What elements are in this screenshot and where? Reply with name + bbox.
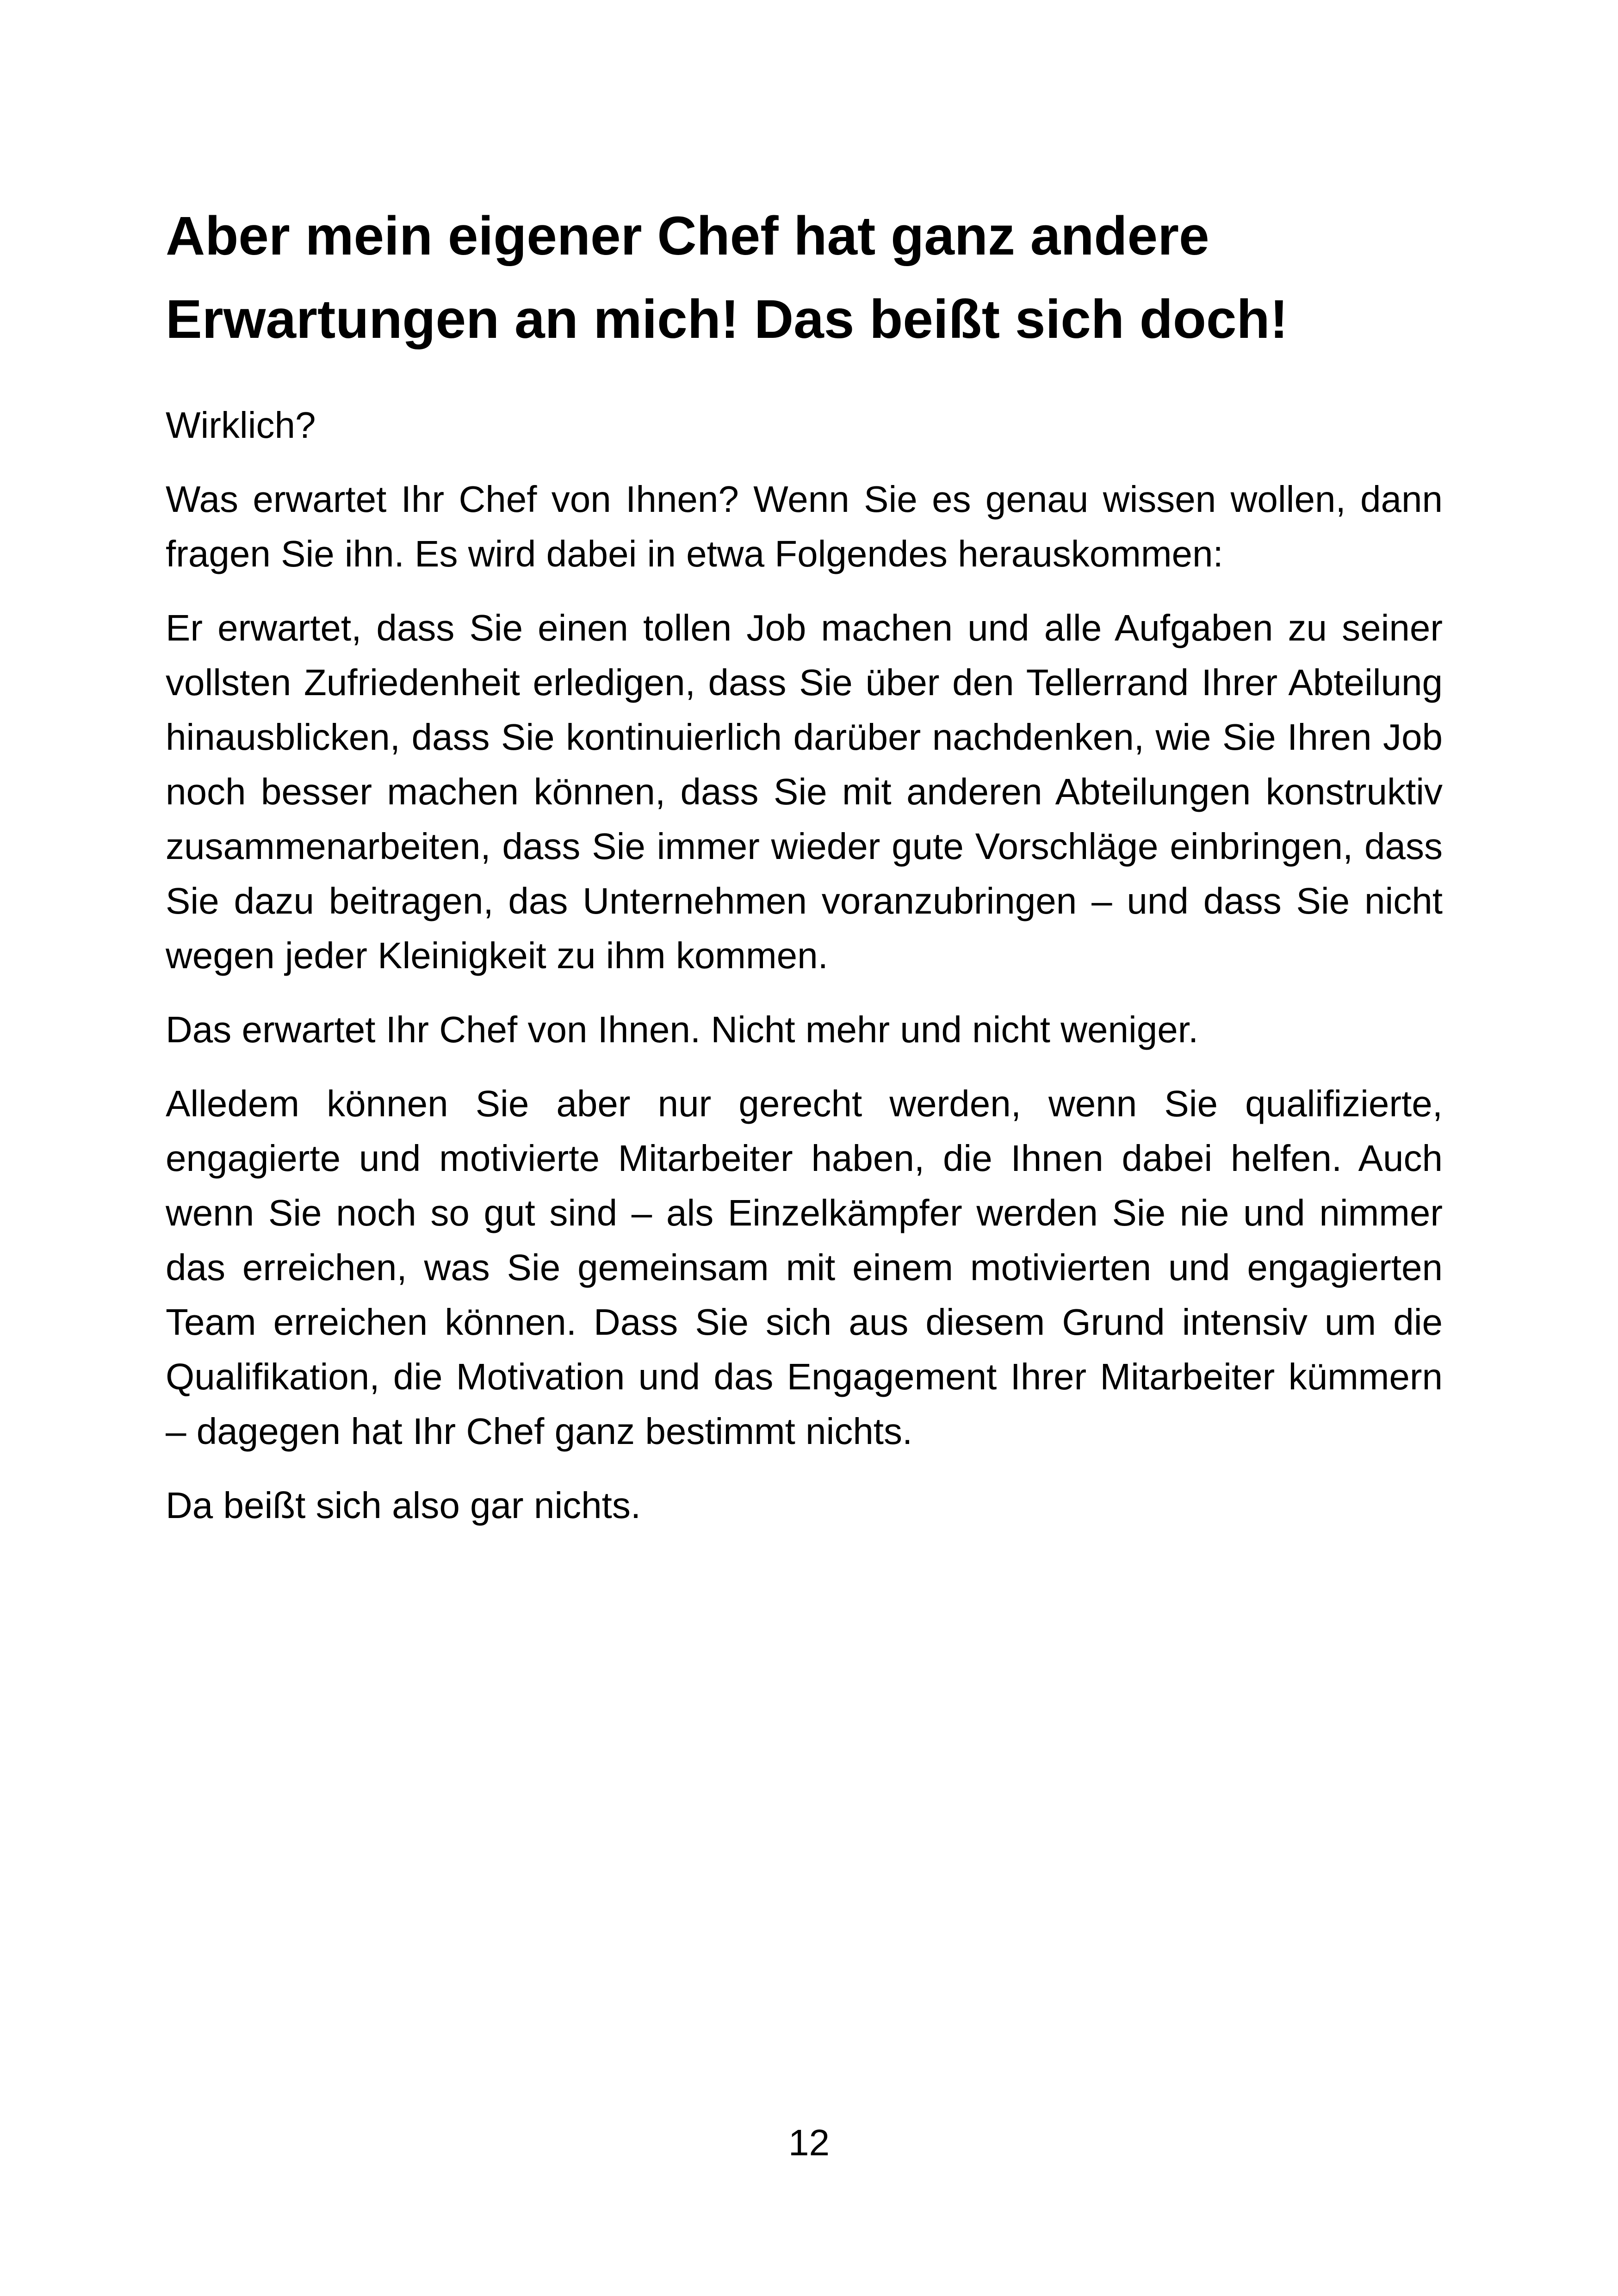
paragraph-summary: Das erwartet Ihr Chef von Ihnen. Nicht mehr und nicht weniger. — [166, 1009, 1199, 1050]
chapter-heading: Aber mein eigener Chef hat ganz andere Erwartungen an mich! Das beißt sich doch! — [166, 205, 1288, 350]
paragraph-conclusion: Da beißt sich also gar nichts. — [166, 1485, 641, 1526]
page-content — [166, 194, 1443, 1552]
paragraph-boss-expectations-question: Was erwartet Ihr Chef von Ihnen? Wenn Sie es genau wissen wollen, dann fragen Sie ihn. Es wird dabei in etwa Folgendes herauskommen: — [166, 479, 1443, 574]
paragraph-team-argument: Alledem können Sie aber nur gerecht werden, wenn Sie qualifizierte, engagierte und motivierte Mitarbeiter haben, die Ihnen dabei helfen. Auch wenn Sie noch so gut sind – als Einzelkämpfer werden Sie nie und nimmer das erreichen, was Sie gemeinsam mit einem motivierten und engagierten Team erreichen können. Dass Sie sich aus diesem Grund intensiv um die Qualifikation, die Motivation und das Engagement Ihrer Mitarbeiter kümmern – dagegen hat Ihr Chef ganz bestimmt nichts. — [166, 1083, 1443, 1452]
page-number: 12 — [788, 2122, 830, 2163]
paragraph-intro-question: Wirklich? — [166, 404, 316, 446]
paragraph-boss-expectations-list: Er erwartet, dass Sie einen tollen Job machen und alle Aufgaben zu seiner vollsten Zufriedenheit erledigen, dass Sie über den Tellerrand Ihrer Abteilung hinausblicken, dass Sie kontinuierlich darüber nachdenken, wie Sie Ihren Job noch besser machen können, dass Sie mit anderen Abteilungen konstruktiv zusammenarbeiten, dass Sie immer wieder gute Vorschläge einbringen, dass Sie dazu beitragen, das Unternehmen voranzubringen – und dass Sie nicht wegen jeder Kleinigkeit zu ihm kommen. — [166, 607, 1443, 976]
